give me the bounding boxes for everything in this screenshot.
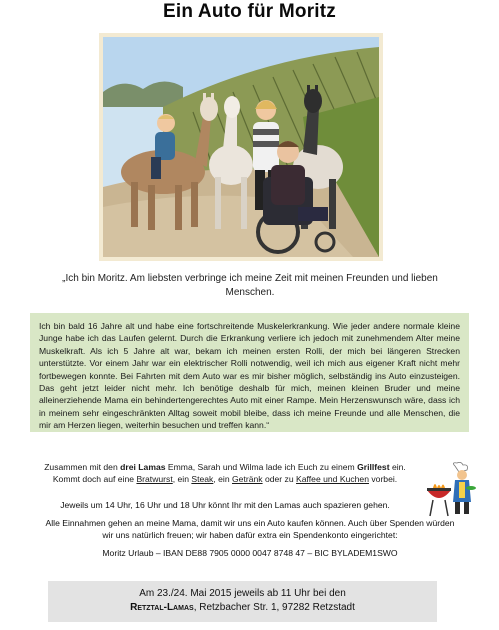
photo-frame [99, 33, 383, 261]
story-box [30, 313, 469, 432]
invite-part: Emma, Sarah und Wilma lade ich Euch zu einem [165, 462, 358, 472]
invite-part: , ein [213, 473, 232, 484]
walk-times-text: Jeweils um 14 Uhr, 16 Uhr und 18 Uhr könnt Ihr mit den Lamas auch spazieren gehen. [60, 500, 390, 510]
event-box [48, 581, 437, 622]
story-text: Ich bin bald 16 Jahre alt und habe eine fortschreitende Muskelerkrankung. Wie jeder andere normale kleine Junge habe ich das Laufen gelernt. Durch die Erkrankung verliere ich jedoch mit zunehmendem Alter meine Muskelkraft. Als ich 5 Jahre alt war, bekam ich meinen ersten Rolli, der mich bei längeren Strecken unterstützte. Vor einem Jahr war ein elektrischer Rolli notwendig, weil ich mich aus eigener Kraft nicht mehr fortbewegen konnte. Bei Fahrten mit dem Auto war es mir bisher möglich, selbständig ins Auto einzusteigen. Das geht jetzt leider nicht mehr. Ich benötige deshalb für mich, meinen kleinen Bruder und meine alleinerziehende Mama ein behindertengerechtes Auto mit einer Rampe. Mein Herzenswunsch wäre, dass ich in meinem sehr eingeschränkten Alltag soweit mobil bleibe, dass ich meine Freunde und alle Menschen, die mir am Herzen liegen, weiterhin besuchen und treffen kann.“ [39, 321, 460, 431]
quote-text: „Ich bin Moritz. Am liebsten verbringe ich meine Zeit mit meinen Freunden und lieben Menschen. [62, 273, 438, 298]
invite-grillfest: Grillfest [357, 462, 390, 472]
bank-details: Moritz Urlaub – IBAN DE88 7905 0000 0047 8748 47 – BIC BYLADEM1SWO [102, 548, 398, 558]
invite-getraenk: Getränk [232, 473, 263, 484]
event-address: , Retzbacher Str. 1, 97282 Retzstadt [193, 602, 355, 613]
invite-lamas: drei Lamas [120, 462, 166, 472]
invite-part: oder zu [262, 473, 297, 484]
grill-chef-illustration-icon [425, 462, 477, 518]
invite-part: , ein [172, 473, 192, 484]
invite-part: Zusammen mit den [44, 462, 121, 472]
invite-steak: Steak [191, 473, 214, 484]
donation-text: Alle Einnahmen gehen an meine Mama, damit wir uns ein Auto kaufen können. Auch über Spenden würden wir uns natürlich freuen; wir haben dafür extra ein Spendenkonto eingerichtet: [45, 518, 455, 540]
invite-part: vorbei. [368, 473, 398, 484]
invite-part: ein. Kommt doch auf eine [52, 462, 406, 484]
event-address-line [48, 601, 437, 615]
event-place-name: Retztal-Lamas [130, 602, 194, 613]
invite-kaffee: Kaffee und Kuchen [296, 473, 369, 484]
invite-bratwurst: Bratwurst [136, 473, 173, 484]
invitation-text [40, 462, 410, 485]
page-title: Ein Auto für Moritz [162, 1, 336, 22]
event-date: Am 23./24. Mai 2015 jeweils ab 11 Uhr bei den [139, 588, 346, 599]
lamas-photo [103, 37, 379, 257]
